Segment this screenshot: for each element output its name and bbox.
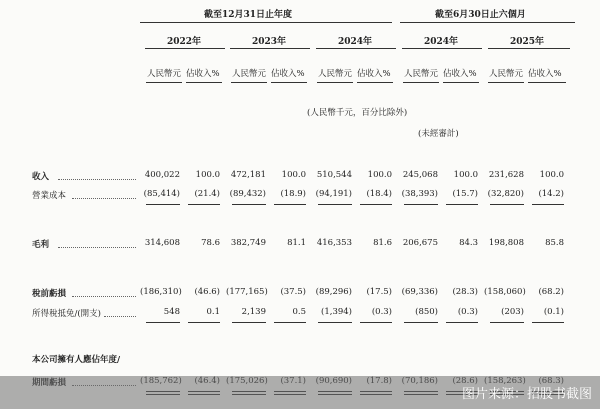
col-pct-2024h1: 佔收入% — [443, 69, 477, 79]
six-month-group-title: 截至6月30日止六個月 — [435, 10, 526, 20]
year-2024-h1: 2024年 — [424, 37, 459, 47]
row-net-loss-label-1: 本公司擁有人應佔年度/ — [32, 355, 121, 365]
col-rmb-2022: 人民幣元 — [147, 69, 182, 79]
col-pct-2024: 佔收入% — [357, 69, 391, 79]
year-end-group-title: 截至12月31日止年度 — [204, 10, 293, 20]
col-rmb-2025h1: 人民幣元 — [489, 69, 524, 79]
col-pct-2023: 佔收入% — [271, 69, 305, 79]
year-2024: 2024年 — [338, 37, 373, 47]
unaudited-note: (未經審計) — [418, 129, 459, 139]
row-revenue-label: 收入 — [32, 172, 50, 182]
year-2022: 2022年 — [167, 37, 202, 47]
watermark-text: 图片来源：招股书截图 — [461, 387, 592, 402]
row-pretax-loss-label: 稅前虧損 — [32, 289, 67, 299]
row-income-tax-label: 所得稅抵免/(開支) — [32, 309, 101, 319]
col-pct-2025h1: 佔收入% — [528, 69, 562, 79]
year-2023: 2023年 — [252, 37, 287, 47]
units-note: (人民幣千元，百分比除外) — [307, 108, 408, 118]
col-pct-2022: 佔收入% — [186, 69, 220, 79]
row-gross-profit-label: 毛利 — [32, 240, 50, 250]
watermark-band — [0, 376, 600, 409]
col-rmb-2023: 人民幣元 — [232, 69, 267, 79]
row-cost-label: 營業成本 — [32, 191, 67, 201]
year-2025-h1: 2025年 — [510, 37, 545, 47]
col-rmb-2024: 人民幣元 — [318, 69, 353, 79]
col-rmb-2024h1: 人民幣元 — [404, 69, 439, 79]
